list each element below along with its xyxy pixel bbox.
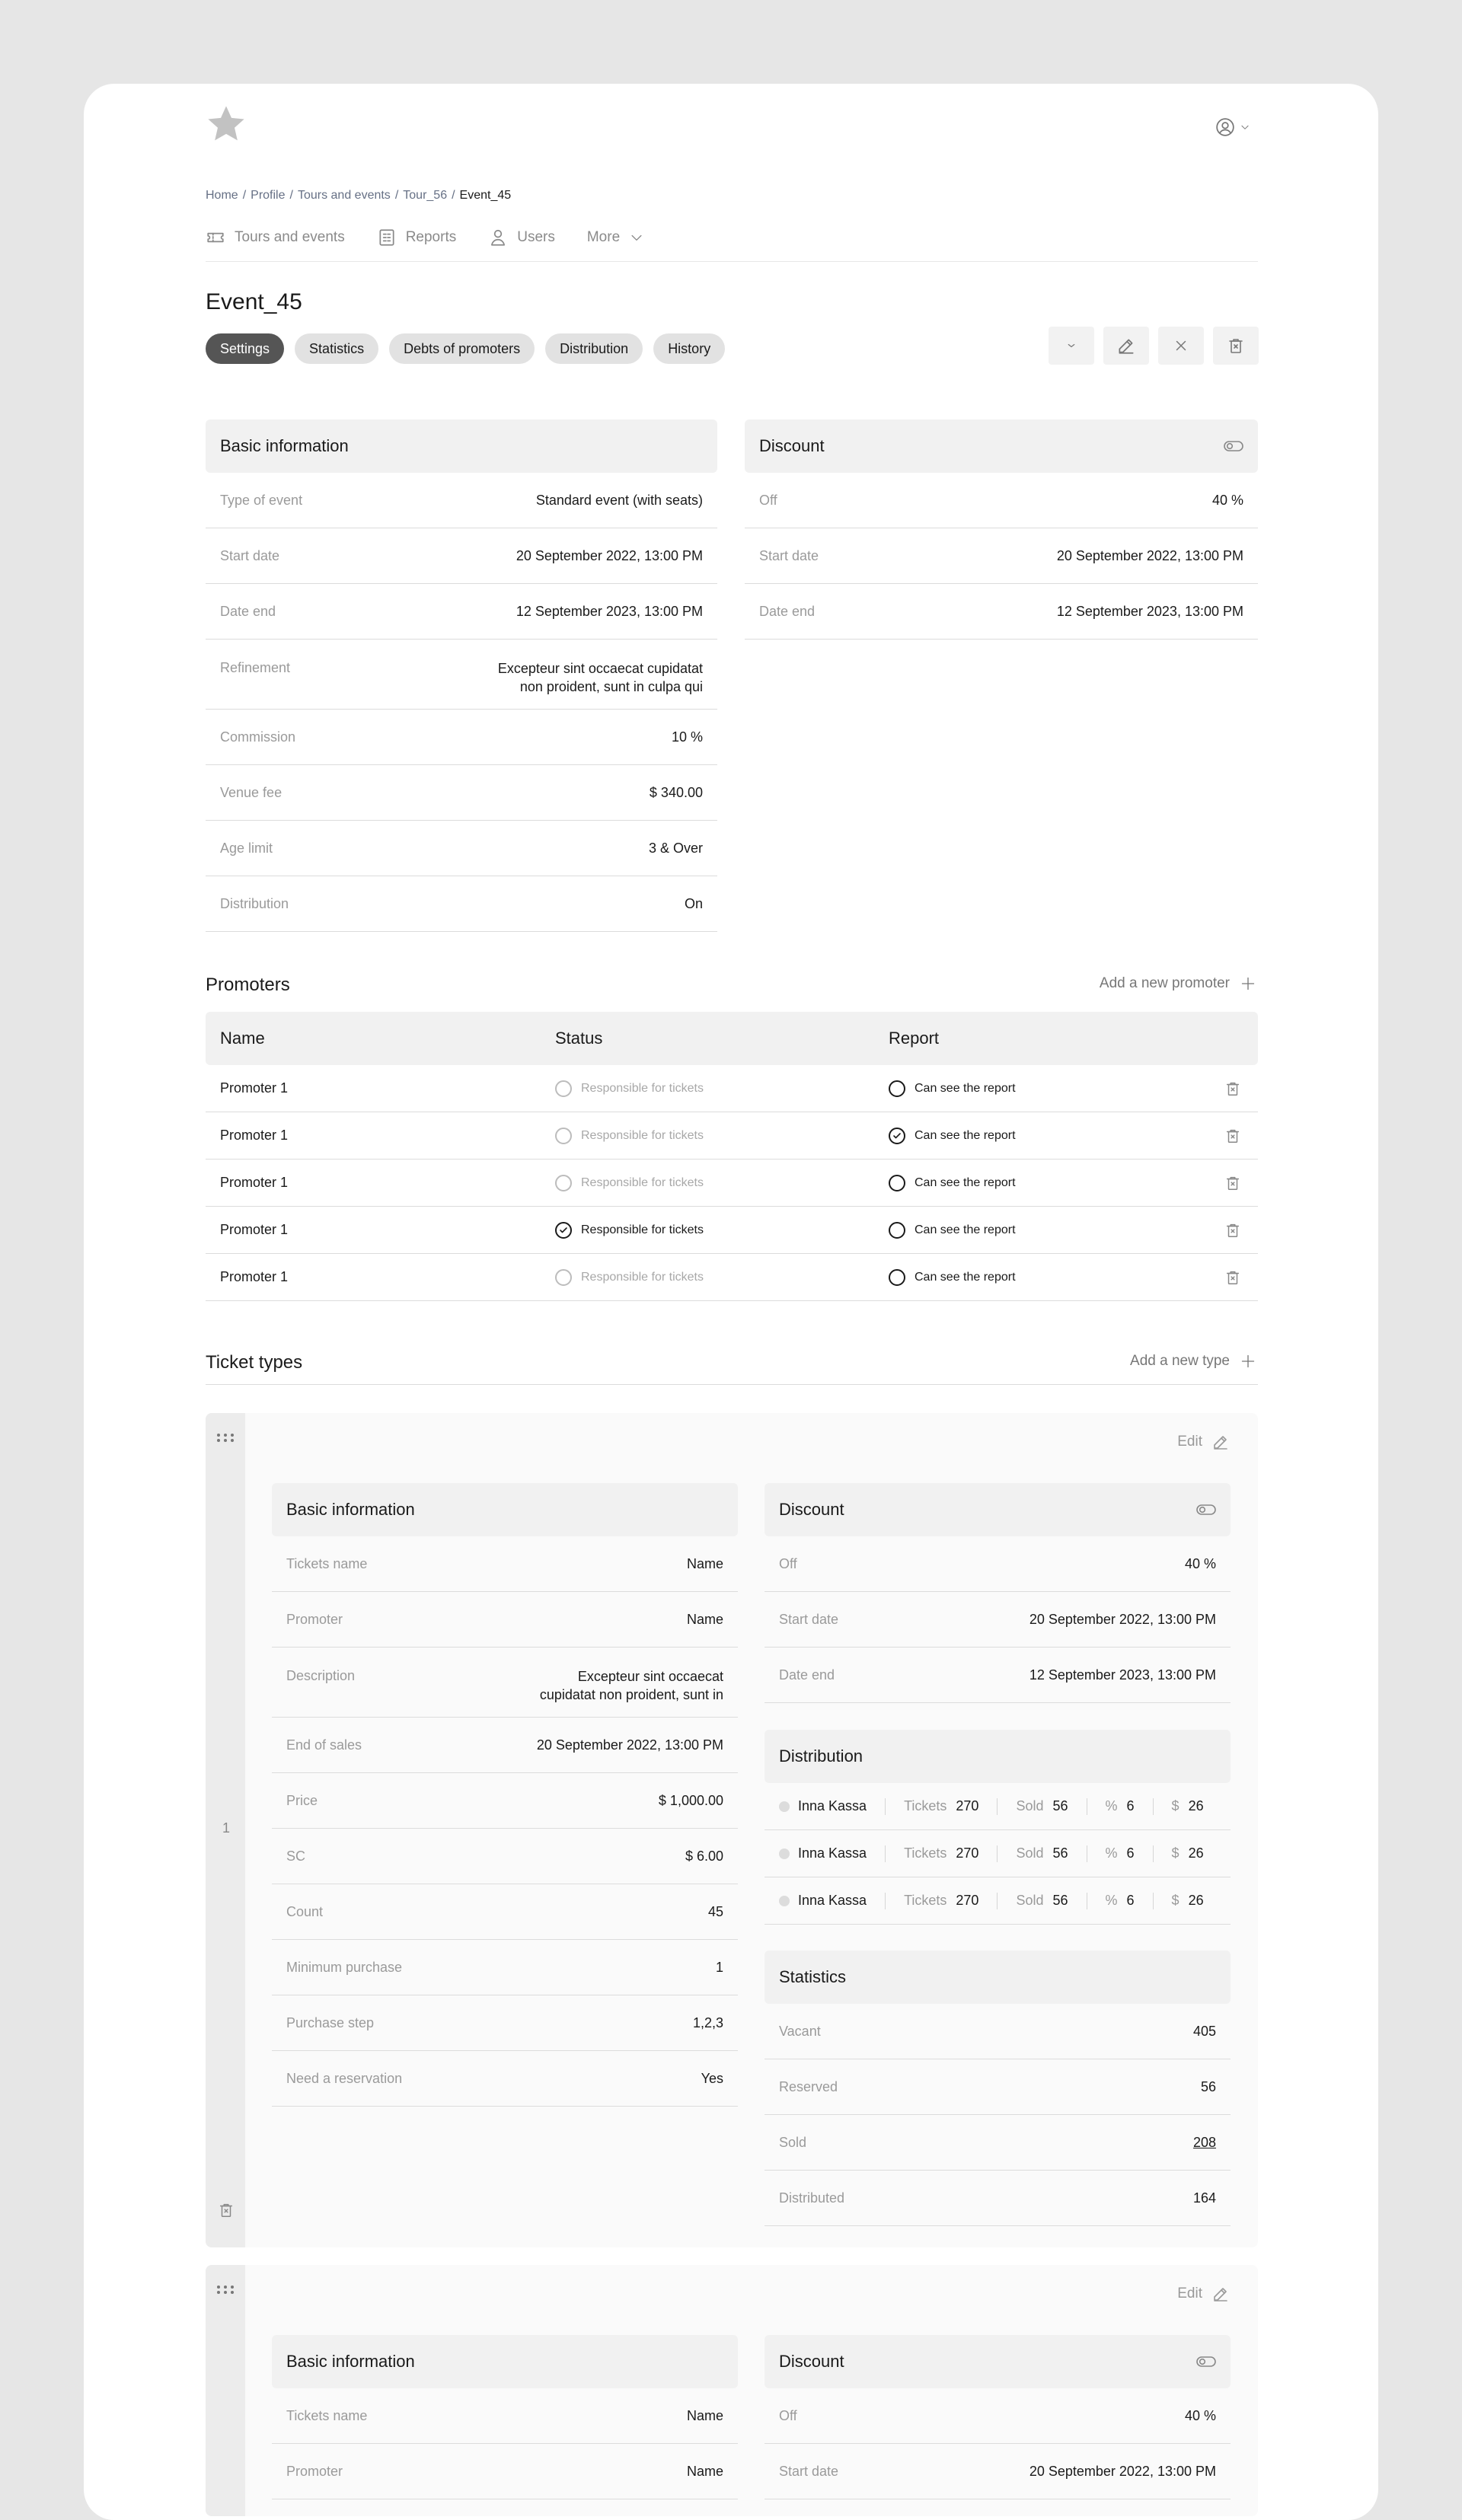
field-label: Commission bbox=[220, 729, 296, 745]
report-option[interactable] bbox=[889, 1269, 1016, 1286]
plus-icon bbox=[1240, 976, 1256, 991]
trash-icon[interactable] bbox=[1224, 1222, 1241, 1239]
field-label: Distributed bbox=[779, 2190, 845, 2206]
radio-icon[interactable] bbox=[889, 1080, 905, 1097]
tickets-label: Tickets bbox=[904, 1798, 947, 1813]
amount-value: 26 bbox=[1188, 1845, 1204, 1861]
column-name: Name bbox=[220, 1029, 265, 1048]
edit-card-button[interactable] bbox=[1177, 1433, 1230, 1451]
breadcrumb-current: Event_45 bbox=[459, 189, 512, 202]
field-value: $ 340.00 bbox=[649, 785, 703, 800]
breadcrumb-separator: / bbox=[394, 189, 399, 202]
status-dot bbox=[779, 1849, 790, 1859]
nav-label: More bbox=[586, 229, 621, 245]
value-line: non proident, sunt in culpa qui bbox=[519, 679, 703, 694]
breadcrumb-home[interactable]: Home bbox=[206, 189, 238, 202]
trash-icon[interactable] bbox=[1224, 1269, 1241, 1286]
field-value bbox=[540, 1667, 723, 1704]
panel-header bbox=[206, 419, 717, 473]
field-label: Sold bbox=[779, 2134, 807, 2150]
table-row bbox=[206, 1112, 1258, 1160]
status-label: Responsible for tickets bbox=[581, 1223, 704, 1236]
info-row bbox=[272, 1773, 738, 1829]
nav-label: Users bbox=[517, 229, 555, 245]
tab-bar bbox=[206, 333, 725, 364]
drag-handle-icon[interactable] bbox=[216, 2285, 235, 2294]
field-label: Start date bbox=[220, 547, 280, 563]
field-label: Refinement bbox=[220, 660, 291, 675]
field-label: Date end bbox=[759, 603, 816, 619]
field-value bbox=[498, 659, 703, 696]
status-option[interactable] bbox=[555, 1128, 704, 1144]
field-label: Distribution bbox=[220, 895, 289, 911]
field-label: Vacant bbox=[779, 2023, 821, 2039]
info-row bbox=[272, 1536, 738, 1592]
breadcrumb-separator: / bbox=[452, 189, 455, 202]
breadcrumb-separator: / bbox=[289, 189, 293, 202]
toggle-icon[interactable] bbox=[1224, 440, 1243, 452]
promoter-name: Promoter 1 bbox=[220, 1222, 289, 1237]
info-row bbox=[765, 2171, 1231, 2226]
tab-debts-of-promoters[interactable]: Debts of promoters bbox=[389, 333, 535, 364]
ticket-icon bbox=[206, 228, 225, 247]
promoter-name: Promoter 1 bbox=[220, 1080, 289, 1096]
distributor-name: Inna Kassa bbox=[798, 1893, 867, 1908]
status-option[interactable] bbox=[555, 1175, 704, 1191]
report-option[interactable] bbox=[889, 1175, 1016, 1191]
field-label: Start date bbox=[779, 1611, 839, 1627]
ticket-basic-info-panel bbox=[272, 2335, 738, 2499]
value-line: cupidatat non proident, sunt in bbox=[539, 1687, 723, 1702]
add-label: Add a new type bbox=[1130, 1353, 1230, 1369]
field-label: Age limit bbox=[220, 840, 273, 856]
field-value: $ 6.00 bbox=[685, 1849, 723, 1864]
sold-value: 56 bbox=[1052, 1893, 1068, 1908]
plus-icon bbox=[1240, 1354, 1256, 1369]
ticket-types-title: Ticket types bbox=[206, 1352, 303, 1373]
panel-title: Distribution bbox=[779, 1746, 863, 1766]
nav-tours-and-events[interactable] bbox=[206, 223, 345, 252]
discount-panel bbox=[745, 419, 1258, 640]
tab-history[interactable]: History bbox=[653, 333, 725, 364]
info-row bbox=[272, 1648, 738, 1718]
field-label: Venue fee bbox=[220, 784, 283, 800]
ticket-statistics-panel bbox=[765, 1951, 1231, 2226]
info-row bbox=[765, 2444, 1231, 2499]
table-header bbox=[206, 1012, 1258, 1065]
percent-label: % bbox=[1105, 1893, 1118, 1908]
nav-users[interactable] bbox=[488, 223, 555, 252]
percent-value: 6 bbox=[1126, 1845, 1135, 1861]
edit-label: Edit bbox=[1177, 2286, 1202, 2301]
toggle-icon[interactable] bbox=[1196, 2356, 1216, 2368]
divider bbox=[885, 1893, 886, 1909]
radio-icon[interactable] bbox=[555, 1128, 572, 1144]
field-label: Minimum purchase bbox=[286, 1959, 403, 1975]
breadcrumb-tour[interactable]: Tour_56 bbox=[403, 189, 448, 202]
field-value: 45 bbox=[707, 1904, 723, 1919]
amount-label: $ bbox=[1171, 1845, 1179, 1861]
field-label: Need a reservation bbox=[286, 2070, 403, 2086]
panel-header bbox=[765, 2335, 1231, 2388]
info-row bbox=[272, 1940, 738, 1995]
info-row bbox=[765, 1536, 1231, 1592]
field-value: 40 % bbox=[1211, 493, 1243, 508]
panel-title: Discount bbox=[759, 436, 825, 455]
field-label: Off bbox=[759, 492, 777, 508]
info-row bbox=[272, 2051, 738, 2107]
breadcrumb-tours[interactable]: Tours and events bbox=[297, 189, 391, 202]
panel-title: Statistics bbox=[779, 1967, 847, 1986]
pencil-icon bbox=[1211, 2285, 1230, 2303]
field-label: Description bbox=[286, 1668, 356, 1683]
divider bbox=[997, 1893, 998, 1909]
field-label: End of sales bbox=[286, 1737, 362, 1753]
info-row bbox=[765, 1648, 1231, 1703]
trash-icon bbox=[1227, 337, 1245, 355]
divider bbox=[206, 1384, 1258, 1385]
user-icon bbox=[488, 228, 508, 247]
table-row bbox=[206, 1254, 1258, 1301]
distribution-row bbox=[765, 1830, 1231, 1877]
amount-value: 26 bbox=[1188, 1798, 1204, 1813]
amount-value: 26 bbox=[1188, 1893, 1204, 1908]
add-label: Add a new promoter bbox=[1099, 975, 1230, 991]
chevron-down-icon bbox=[1065, 339, 1078, 352]
sold-value: 56 bbox=[1052, 1798, 1068, 1813]
basic-info-panel bbox=[206, 419, 717, 932]
panel-header bbox=[272, 2335, 738, 2388]
info-row bbox=[272, 1718, 738, 1773]
radio-icon[interactable] bbox=[555, 1080, 572, 1097]
divider bbox=[997, 1798, 998, 1815]
field-value: 1,2,3 bbox=[692, 2015, 723, 2030]
field-value: 3 & Over bbox=[648, 841, 703, 856]
field-label: Date end bbox=[779, 1667, 835, 1683]
percent-value: 6 bbox=[1126, 1893, 1135, 1908]
delete-button[interactable] bbox=[1213, 327, 1259, 365]
column-report: Report bbox=[889, 1029, 940, 1048]
tab-settings[interactable]: Settings bbox=[206, 333, 284, 364]
radio-checked-icon[interactable] bbox=[889, 1128, 905, 1144]
field-label: Date end bbox=[220, 603, 276, 619]
card-rail bbox=[206, 1413, 245, 2247]
status-label: Responsible for tickets bbox=[581, 1270, 704, 1284]
collapse-button[interactable] bbox=[1049, 327, 1094, 365]
report-label: Can see the report bbox=[915, 1081, 1016, 1095]
close-icon bbox=[1173, 337, 1189, 354]
status-dot bbox=[779, 1896, 790, 1906]
field-label: Purchase step bbox=[286, 2014, 375, 2030]
panel-header bbox=[765, 1951, 1231, 2004]
field-value: 164 bbox=[1192, 2190, 1216, 2206]
distribution-row bbox=[765, 1877, 1231, 1925]
report-option[interactable] bbox=[889, 1080, 1016, 1097]
nav-label: Reports bbox=[405, 229, 457, 245]
column-status: Status bbox=[555, 1029, 603, 1048]
distributor-name: Inna Kassa bbox=[798, 1798, 867, 1813]
report-label: Can see the report bbox=[915, 1270, 1016, 1284]
status-label: Responsible for tickets bbox=[581, 1128, 704, 1142]
promoter-name: Promoter 1 bbox=[220, 1269, 289, 1284]
field-label: Promoter bbox=[286, 1611, 343, 1627]
report-option[interactable] bbox=[889, 1222, 1016, 1239]
panel-header bbox=[745, 419, 1258, 473]
breadcrumb bbox=[206, 189, 511, 203]
field-value: Name bbox=[686, 1556, 723, 1571]
radio-icon[interactable] bbox=[889, 1222, 905, 1239]
tickets-label: Tickets bbox=[904, 1893, 947, 1908]
sold-value: 56 bbox=[1052, 1845, 1068, 1861]
info-row bbox=[765, 1592, 1231, 1648]
info-row bbox=[272, 1829, 738, 1884]
info-row bbox=[272, 1592, 738, 1648]
field-label: Start date bbox=[779, 2463, 839, 2479]
percent-value: 6 bbox=[1126, 1798, 1135, 1813]
distributor-name: Inna Kassa bbox=[798, 1845, 867, 1861]
percent-label: % bbox=[1105, 1845, 1118, 1861]
toggle-icon[interactable] bbox=[1196, 1504, 1216, 1516]
star-icon[interactable] bbox=[206, 104, 247, 145]
field-value: 405 bbox=[1192, 2024, 1216, 2039]
table-row bbox=[206, 1160, 1258, 1207]
tab-statistics[interactable]: Statistics bbox=[295, 333, 378, 364]
field-value: On bbox=[684, 896, 703, 911]
status-dot bbox=[779, 1801, 790, 1812]
radio-icon[interactable] bbox=[889, 1269, 905, 1286]
tickets-value: 270 bbox=[956, 1893, 979, 1908]
field-value: Name bbox=[686, 1612, 723, 1627]
status-option[interactable] bbox=[555, 1080, 704, 1097]
field-value: Standard event (with seats) bbox=[535, 493, 703, 508]
field-value: 40 % bbox=[1184, 2408, 1216, 2423]
tickets-label: Tickets bbox=[904, 1845, 947, 1861]
nav-label: Tours and events bbox=[235, 229, 345, 245]
promoter-name: Promoter 1 bbox=[220, 1175, 289, 1190]
promoter-name: Promoter 1 bbox=[220, 1128, 289, 1143]
report-label: Can see the report bbox=[915, 1223, 1016, 1236]
field-value: 20 September 2022, 13:00 PM bbox=[536, 1737, 723, 1753]
info-row bbox=[272, 2388, 738, 2444]
sold-label: Sold bbox=[1016, 1893, 1044, 1908]
trash-icon[interactable] bbox=[1224, 1080, 1241, 1097]
add-type-button[interactable] bbox=[1130, 1353, 1256, 1370]
tickets-value: 270 bbox=[956, 1798, 979, 1813]
field-value: 56 bbox=[1200, 2079, 1216, 2094]
field-value: 12 September 2023, 13:00 PM bbox=[1029, 1667, 1216, 1683]
report-label: Can see the report bbox=[915, 1175, 1016, 1189]
field-label: Price bbox=[286, 1792, 318, 1808]
report-option[interactable] bbox=[889, 1128, 1016, 1144]
info-row bbox=[765, 2388, 1231, 2444]
promoters-title: Promoters bbox=[206, 975, 290, 995]
field-value: 12 September 2023, 13:00 PM bbox=[516, 604, 703, 619]
field-label: Tickets name bbox=[286, 1555, 368, 1571]
report-label: Can see the report bbox=[915, 1128, 1016, 1142]
status-label: Responsible for tickets bbox=[581, 1081, 704, 1095]
field-value: 1 bbox=[715, 1960, 723, 1975]
info-row bbox=[765, 2059, 1231, 2115]
table-row bbox=[206, 1207, 1258, 1254]
divider bbox=[885, 1845, 886, 1862]
info-row bbox=[765, 2115, 1231, 2171]
field-label: Off bbox=[779, 2407, 797, 2423]
trash-icon[interactable] bbox=[1224, 1175, 1241, 1191]
divider bbox=[1153, 1798, 1154, 1815]
field-label: Count bbox=[286, 1903, 324, 1919]
radio-icon[interactable] bbox=[555, 1269, 572, 1286]
field-value: 20 September 2022, 13:00 PM bbox=[516, 548, 703, 563]
amount-label: $ bbox=[1171, 1798, 1179, 1813]
panel-title: Basic information bbox=[286, 2352, 415, 2371]
divider bbox=[1153, 1845, 1154, 1862]
field-value: 12 September 2023, 13:00 PM bbox=[1056, 604, 1243, 619]
add-promoter-button[interactable] bbox=[1100, 975, 1256, 992]
tickets-value: 270 bbox=[956, 1845, 979, 1861]
field-label: Type of event bbox=[220, 492, 303, 508]
status-option[interactable] bbox=[555, 1222, 704, 1239]
field-value: 20 September 2022, 13:00 PM bbox=[1029, 2464, 1216, 2479]
drag-handle-icon[interactable] bbox=[216, 1433, 235, 1442]
page-actions bbox=[1049, 327, 1259, 365]
panel-title: Discount bbox=[779, 2352, 844, 2371]
divider bbox=[997, 1845, 998, 1862]
field-value: Name bbox=[686, 2464, 723, 2479]
field-value: 20 September 2022, 13:00 PM bbox=[1029, 1612, 1216, 1627]
field-label: Tickets name bbox=[286, 2407, 368, 2423]
distribution-row bbox=[765, 1783, 1231, 1830]
panel-title: Basic information bbox=[286, 1500, 415, 1519]
panel-header bbox=[765, 1483, 1231, 1536]
info-row bbox=[272, 2444, 738, 2499]
field-value: Name bbox=[686, 2408, 723, 2423]
nav-reports[interactable] bbox=[377, 223, 457, 252]
ticket-distribution-panel bbox=[765, 1730, 1231, 1925]
tab-distribution[interactable]: Distribution bbox=[545, 333, 643, 364]
radio-icon[interactable] bbox=[889, 1175, 905, 1191]
percent-label: % bbox=[1105, 1798, 1118, 1813]
chevron-down-icon bbox=[629, 230, 644, 245]
top-nav bbox=[206, 223, 1258, 262]
trash-icon[interactable] bbox=[218, 2202, 235, 2219]
info-row bbox=[272, 1884, 738, 1940]
user-circle-icon bbox=[1215, 117, 1235, 137]
field-label: Start date bbox=[759, 547, 819, 563]
panel-header bbox=[765, 1730, 1231, 1783]
panel-title: Discount bbox=[779, 1500, 844, 1519]
promoters-table bbox=[206, 1012, 1258, 1301]
field-value: $ 1,000.00 bbox=[658, 1793, 723, 1808]
value-line: Excepteur sint occaecat bbox=[577, 1669, 723, 1684]
chevron-down-icon bbox=[1240, 122, 1250, 132]
ticket-basic-info-panel bbox=[272, 1483, 738, 2107]
edit-card-button[interactable] bbox=[1177, 2285, 1230, 2303]
table-row bbox=[206, 1065, 1258, 1112]
pencil-icon bbox=[1211, 1433, 1230, 1451]
card-number: 1 bbox=[222, 1820, 231, 1836]
field-value: 10 % bbox=[671, 729, 703, 745]
divider bbox=[885, 1798, 886, 1815]
report-icon bbox=[377, 228, 397, 247]
status-option[interactable] bbox=[555, 1269, 704, 1286]
card-rail bbox=[206, 2265, 245, 2516]
breadcrumb-profile[interactable]: Profile bbox=[251, 189, 286, 202]
edit-label: Edit bbox=[1177, 1434, 1202, 1450]
value-line: Excepteur sint occaecat cupidatat bbox=[497, 661, 703, 676]
nav-more[interactable] bbox=[587, 223, 644, 252]
ticket-type-card bbox=[206, 1413, 1258, 2247]
sold-label: Sold bbox=[1016, 1798, 1044, 1813]
divider bbox=[1153, 1893, 1154, 1909]
amount-label: $ bbox=[1171, 1893, 1179, 1908]
breadcrumb-separator: / bbox=[242, 189, 247, 202]
info-row bbox=[765, 2004, 1231, 2059]
close-button[interactable] bbox=[1158, 327, 1204, 365]
sold-label: Sold bbox=[1016, 1845, 1044, 1861]
ticket-discount-panel bbox=[765, 1483, 1231, 1703]
field-label: SC bbox=[286, 1848, 306, 1864]
field-value: Yes bbox=[701, 2071, 723, 2086]
field-label: Reserved bbox=[779, 2078, 838, 2094]
ticket-discount-panel bbox=[765, 2335, 1231, 2499]
pencil-icon bbox=[1116, 336, 1136, 356]
radio-checked-icon[interactable] bbox=[555, 1222, 572, 1239]
field-label: Off bbox=[779, 1555, 797, 1571]
edit-button[interactable] bbox=[1103, 327, 1149, 365]
panel-title: Basic information bbox=[220, 436, 349, 455]
page-title: Event_45 bbox=[206, 289, 302, 314]
radio-icon[interactable] bbox=[555, 1175, 572, 1191]
field-value-link[interactable]: 208 bbox=[1192, 2135, 1216, 2150]
panel-header bbox=[272, 1483, 738, 1536]
ticket-type-card bbox=[206, 2265, 1258, 2516]
field-label: Promoter bbox=[286, 2463, 343, 2479]
status-label: Responsible for tickets bbox=[581, 1175, 704, 1189]
info-row bbox=[272, 1995, 738, 2051]
field-value: 40 % bbox=[1184, 1556, 1216, 1571]
field-value: 20 September 2022, 13:00 PM bbox=[1056, 548, 1243, 563]
trash-icon[interactable] bbox=[1224, 1128, 1241, 1144]
user-menu[interactable] bbox=[1215, 117, 1250, 137]
